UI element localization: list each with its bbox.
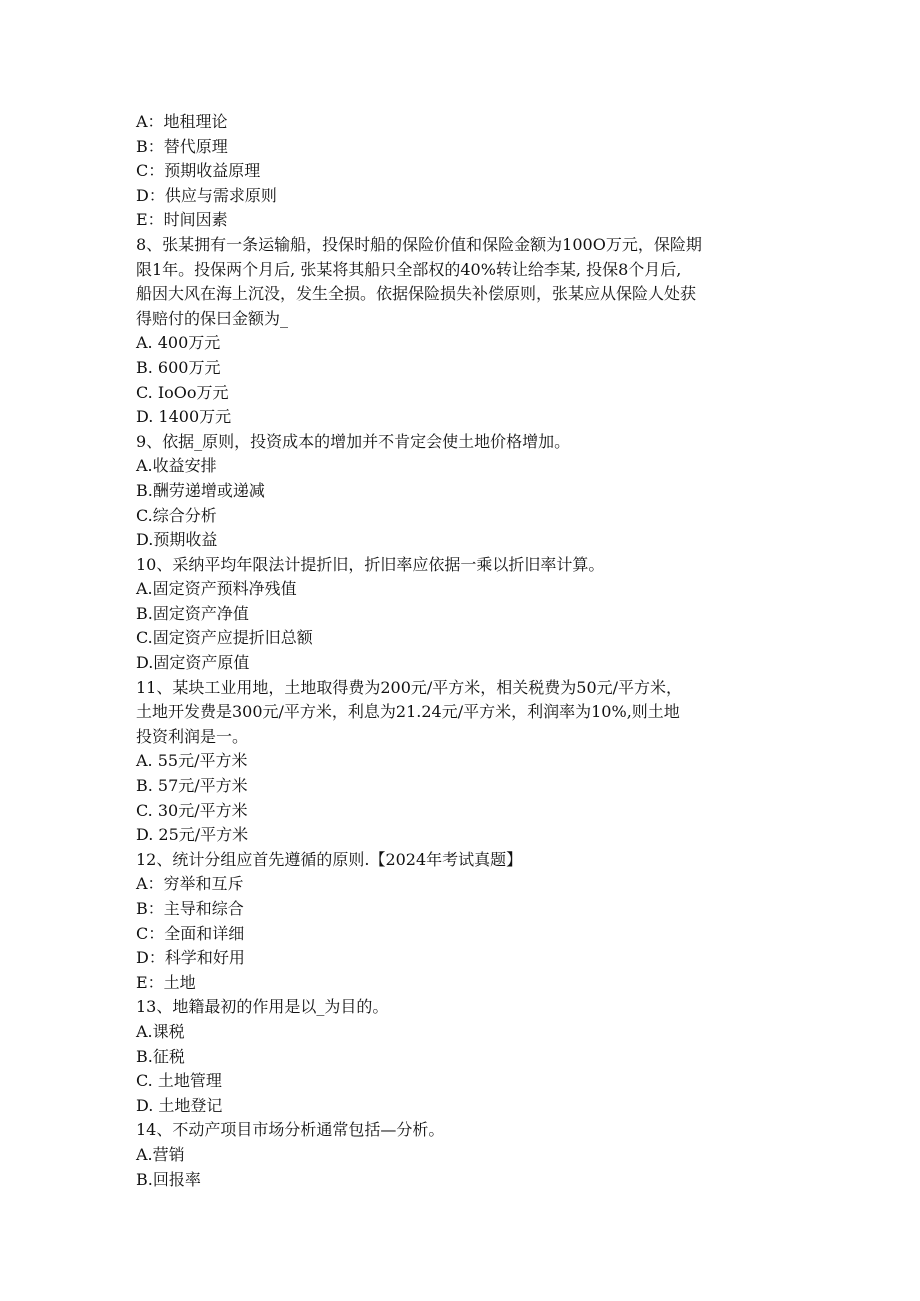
question-text-line: 11、某块工业用地，土地取得费为200元/平方米，相关税费为50元/平方米， [136,677,683,697]
answer-option-line: D：科学和好用 [136,948,245,968]
question-text-line: 12、统计分组应首先遵循的原则.【2024年考试真题】 [136,849,523,869]
answer-option-line: C：预期收益原理 [136,161,261,181]
answer-option-line: A：穷举和互斥 [136,874,244,894]
answer-option-line: B：替代原理 [136,136,228,156]
answer-option-line: B.固定资产净值 [136,603,249,623]
answer-option-line: B. 57元/平方米 [136,776,248,796]
question-text-line: 9、依据_原则，投资成本的增加并不肯定会使土地价格增加。 [136,431,571,451]
question-text-line: 投资利润是一。 [136,726,249,746]
answer-option-line: B. 600万元 [136,357,221,377]
answer-option-line: C：全面和详细 [136,923,245,943]
answer-option-line: A：地租理论 [136,112,228,131]
answer-option-line: C. 土地管理 [136,1071,222,1091]
answer-option-line: A.收益安排 [136,456,217,476]
question-text-line: 8、张某拥有一条运输船，投保时船的保险价值和保险金额为100O万元，保险期 [136,234,702,254]
answer-option-line: D.固定资产原值 [136,653,250,673]
answer-option-line: A. 400万元 [136,333,221,353]
document-body [136,110,796,1192]
answer-option-line: C. IoOo万元 [136,382,229,402]
answer-option-line: D. 土地登记 [136,1095,223,1115]
answer-option-line: A.固定资产预料净残值 [136,579,297,599]
answer-option-line: A. 55元/平方米 [136,751,248,771]
answer-option-line: D.预期收益 [136,530,218,550]
answer-option-line: B.酬劳递增或递减 [136,480,265,500]
answer-option-line: B.征税 [136,1046,185,1066]
answer-option-line: E：时间因素 [136,210,228,230]
answer-option-line: E：土地 [136,972,196,992]
answer-option-line: C.综合分析 [136,505,217,525]
question-text-line: 限1年。投保两个月后, 张某将其船只全部权的40%转让给李某, 投保8个月后, [136,259,682,279]
question-text-line: 土地开发费是300元/平方米，利息为21.24元/平方米，利润率为10%,则土地 [136,702,680,722]
answer-option-line: B.回报率 [136,1169,201,1189]
question-text-line: 船因大风在海上沉没，发生全损。依据保险损失补偿原则，张某应从保险人处获 [136,284,697,304]
answer-option-line: A.课税 [136,1021,185,1041]
question-text-line: 13、地籍最初的作用是以_为目的。 [136,997,389,1017]
question-text-line: 得赔付的保曰金额为_ [136,308,289,328]
answer-option-line: D：供应与需求原则 [136,185,277,205]
question-text-line: 14、不动产项目市场分析通常包括—分析。 [136,1120,445,1140]
answer-option-line: B：主导和综合 [136,899,244,918]
answer-option-line: D. 1400万元 [136,407,232,427]
question-text-line: 10、采纳平均年限法计提折旧，折旧率应依据一乘以折旧率计算。 [136,554,605,574]
answer-option-line: C.固定资产应提折旧总额 [136,628,313,648]
answer-option-line: C. 30元/平方米 [136,800,248,820]
answer-option-line: D. 25元/平方米 [136,825,249,845]
answer-option-line: A.营销 [136,1144,185,1164]
